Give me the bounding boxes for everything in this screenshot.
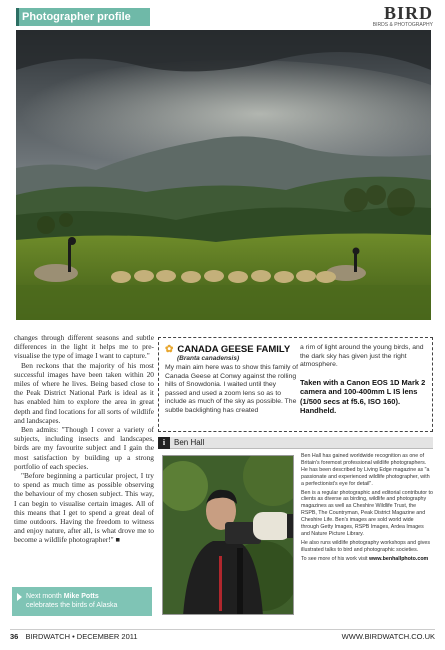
caption-text-right: a rim of light around the young birds, and the dark sky has given just the right atmosphere. [300, 344, 424, 369]
profile-name: Ben Hall [174, 437, 205, 447]
body-paragraph: changes through different seasons and subtle differences in the light it helps me to pre-visualise the type of image I want to capture." [14, 333, 154, 361]
logo-sub: BIRDS & PHOTOGRAPHY [372, 22, 433, 28]
flower-icon: ✿ [165, 344, 174, 355]
bio-paragraph: He also runs wildlife photography workshops and gives illustrated talks to bird and photographic societies. [301, 539, 430, 553]
arrow-right-icon [17, 593, 22, 601]
body-paragraph: "Before beginning a particular project, I try to spend as much time as possible observing the behaviour of my chosen subject. This way, I can begin to visualise certain images. All of this means that I get to spend a great deal of time outdoors. Having the freedom to witness and enjoy nature, after all, is what drove me to become a wildlife photographer!" ■ [14, 471, 154, 545]
caption-latin-name: (Branta canadensis) [177, 355, 240, 362]
photo-caption-box [158, 337, 433, 432]
body-paragraph: Ben reckons that the majority of his most successful images have been taken within 20 miles of where he lives. Being based close to the Peak District National Park is ideal as it has enabled him to explore the area in great depth and find locations for all sorts of wildlife and landscapes. [14, 360, 154, 425]
footer-website[interactable]: WWW.BIRDWATCH.CO.UK [341, 632, 435, 641]
next-month-rest: celebrates the birds of Alaska [26, 602, 118, 609]
magazine-issue: BIRDWATCH • DECEMBER 2011 [25, 632, 138, 641]
caption-title [165, 344, 298, 355]
bio-paragraph: Ben is a regular photographic and editorial contributor to clients as diverse as birding, wildlife and photography magazines as well as Cheshire Wildlife Trust, the RSPB, The Countryman, Peak District Magazine and Cheshire Life. Ben's images are sold world wide through Getty Images, RSPB Images, Ardea Images and Nature Picture Library. [301, 489, 433, 537]
caption-text-left: My main aim here was to show this family of Canada Geese at Conwy against the rolling hills of Snowdonia. I waited until they passed and used a zoom lens so as to include as much of the sky as possible. The subtle backlighting has created [165, 364, 298, 414]
section-tab [16, 8, 150, 26]
next-month-prefix: Next month [26, 593, 62, 600]
next-month-name: Mike Potts [63, 593, 99, 600]
hero-photo [16, 30, 431, 320]
photographer-portrait [162, 455, 294, 615]
website-link[interactable]: www.benhallphoto.com [369, 555, 429, 562]
profile-bio [301, 453, 433, 565]
magazine-logo [373, 4, 433, 28]
caption-left-column [165, 344, 298, 416]
info-icon: i [158, 437, 170, 449]
caption-camera-details: Taken with a Canon EOS 1D Mark 2 camera and 100-400mm L IS lens (1/500 secs at f5.6, ISO 160). Handheld. [300, 377, 426, 415]
bio-more-prefix: To see more of his work visit [301, 555, 368, 562]
section-title: Photographer profile [22, 11, 131, 23]
next-month-box [12, 587, 152, 616]
portrait-image [163, 456, 294, 615]
geese-landscape-image [16, 30, 431, 320]
page-number: 36 [10, 632, 19, 641]
page-footer [10, 629, 435, 643]
caption-right-column [300, 342, 428, 415]
caption-title-text: CANADA GEESE FAMILY [177, 344, 291, 355]
body-paragraph: Ben admits: "Though I cover a variety of subjects, including insects and landscapes, birds are my favourite subject and I gain the most satisfaction by building up a strong portfolio of each species. [14, 425, 154, 471]
bio-more [301, 556, 433, 563]
profile-box [158, 437, 433, 621]
footer-left [10, 630, 138, 643]
logo-main: BIRD [383, 3, 433, 23]
profile-header [158, 437, 433, 449]
section-tab-bar [16, 8, 19, 26]
article-body [14, 333, 154, 545]
bio-paragraph: Ben Hall has gained worldwide recognition as one of Britain's foremost professional wildlife photographers. He has been described by Living Edge magazine as "a passionate and experienced wildlife photographer, with a perfectionist's eye for detail". [301, 453, 430, 487]
